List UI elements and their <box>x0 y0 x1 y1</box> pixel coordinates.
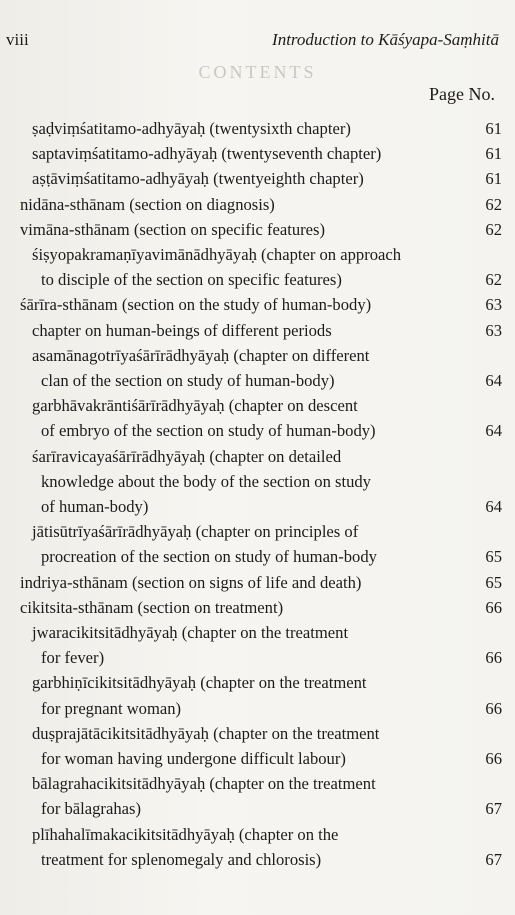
toc-entry-title: nidāna-sthānam (section on diagnosis) <box>20 194 275 214</box>
toc-page-number: 66 <box>485 698 502 718</box>
toc-entry-title-continued: to disciple of the section on specific features) <box>41 270 342 290</box>
toc-entry-title: indriya-sthānam (section on signs of life and death) <box>20 572 362 592</box>
toc-entry-title-continued: procreation of the section on study of human-body <box>41 547 377 567</box>
toc-entry-title-continued: for bālagrahas) <box>41 799 141 819</box>
toc-page-number: 67 <box>485 849 502 869</box>
toc-entry-title: garbhāvakrāntiśārīrādhyāyaḥ (chapter on descent <box>32 396 358 416</box>
toc-entry-title: chapter on human-beings of different periods <box>32 320 332 340</box>
toc-entry <box>0 393 515 443</box>
bleed-through-title: CONTENTS <box>198 62 317 82</box>
toc-entry-title: cikitsita-sthānam (section on treatment) <box>20 597 284 617</box>
toc-page-number: 62 <box>485 219 502 239</box>
toc-page-number: 64 <box>485 371 502 391</box>
toc-entry-title: śārīra-sthānam (section on the study of human-body) <box>20 295 372 315</box>
toc-entry <box>0 519 515 569</box>
toc-entry-title: plīhahalīmakacikitsitādhyāyaḥ (chapter on the <box>32 824 339 844</box>
toc-page-number: 61 <box>485 144 502 164</box>
toc-entry <box>0 217 515 242</box>
toc-entry <box>0 771 515 821</box>
toc-entry <box>0 595 515 620</box>
toc-page-number: 65 <box>485 547 502 567</box>
toc-page-number: 61 <box>485 119 502 138</box>
toc-entry <box>0 670 515 720</box>
page-no-column-header: Page No. <box>429 84 495 104</box>
toc-entry-title: jātisūtrīyaśārīrādhyāyaḥ (chapter on principles of <box>32 522 359 542</box>
toc-entry <box>0 192 515 217</box>
toc-page-number: 65 <box>485 572 502 592</box>
toc-page-number: 63 <box>485 295 502 315</box>
toc-entry <box>0 166 515 191</box>
toc-entry-title: bālagrahacikitsitādhyāyaḥ (chapter on the treatment <box>32 774 376 794</box>
toc-entry-title: jwaracikitsitādhyāyaḥ (chapter on the treatment <box>32 623 349 643</box>
toc-page-number: 66 <box>485 597 502 617</box>
toc-entry-title-continued: for woman having undergone difficult labour) <box>41 749 346 769</box>
toc-entry <box>0 444 515 520</box>
toc-entry <box>0 343 515 393</box>
toc-entry-title: duṣprajātācikitsitādhyāyaḥ (chapter on the treatment <box>32 723 380 743</box>
page-number-roman: viii <box>6 30 29 49</box>
toc-page-number: 62 <box>485 270 502 290</box>
toc-entry <box>0 242 515 292</box>
toc-entry-title: ṣaḍviṃśatitamo-adhyāyaḥ (twentysixth chapter) <box>32 119 351 138</box>
toc-entry-title: śiṣyopakramaṇīyavimānādhyāyaḥ (chapter on approach <box>32 245 402 265</box>
toc-entry-title-continued: of human-body) <box>41 497 149 517</box>
toc-entry-title-continued: of embryo of the section on study of human-body) <box>41 421 376 441</box>
toc-entry <box>0 116 515 141</box>
toc-entry <box>0 620 515 670</box>
toc-page-number: 67 <box>485 799 502 819</box>
toc-entry-title-continued: knowledge about the body of the section on study <box>41 471 371 491</box>
toc-page-number: 66 <box>485 648 502 668</box>
toc-page-number: 64 <box>485 497 502 517</box>
toc-entry-title: asamānagotrīyaśārīrādhyāyaḥ (chapter on different <box>32 345 370 365</box>
toc-entry-title-continued: clan of the section on study of human-body) <box>41 371 335 391</box>
toc-entry-title-continued: for pregnant woman) <box>41 698 182 718</box>
toc-page-number: 62 <box>485 194 502 214</box>
toc-entry-title-continued: treatment for splenomegaly and chlorosis) <box>41 849 322 869</box>
toc-entry <box>0 721 515 771</box>
toc-entry-title: śarīravicayaśārīrādhyāyaḥ (chapter on detailed <box>32 446 342 466</box>
toc-entry-title: saptaviṃśatitamo-adhyāyaḥ (twentyseventh chapter) <box>32 144 382 164</box>
toc-entry <box>0 292 515 317</box>
toc-page-number: 64 <box>485 421 502 441</box>
toc-entry-title: garbhiṇīcikitsitādhyāyaḥ (chapter on the treatment <box>32 673 367 693</box>
toc-page-number: 66 <box>485 749 502 769</box>
toc-entry <box>0 318 515 343</box>
toc-entry <box>0 141 515 166</box>
running-title: Introduction to Kāśyapa-Saṃhitā <box>272 30 499 49</box>
toc-entry-title: vimāna-sthānam (section on specific features) <box>20 219 326 239</box>
toc-page-number: 61 <box>485 169 502 189</box>
toc-page-number: 63 <box>485 320 502 340</box>
toc-entry-title-continued: for fever) <box>41 648 105 668</box>
toc-entry <box>0 570 515 595</box>
table-of-contents <box>0 116 515 872</box>
toc-entry-title: aṣṭāviṃśatitamo-adhyāyaḥ (twentyeighth chapter) <box>32 169 364 189</box>
toc-entry <box>0 822 515 872</box>
